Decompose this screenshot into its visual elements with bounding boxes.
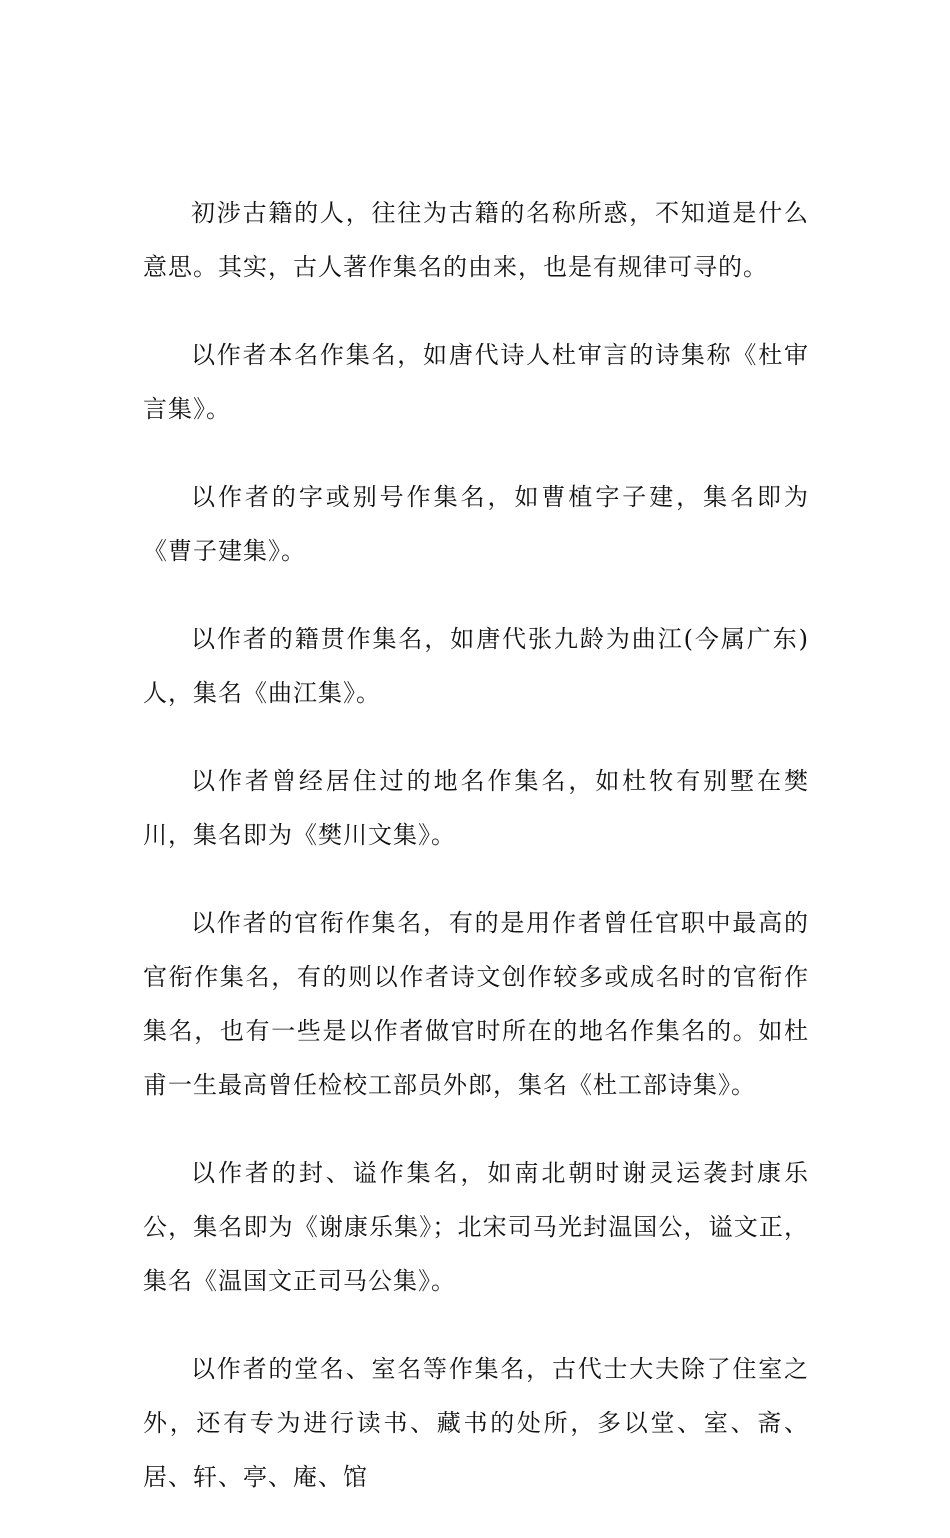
paragraph-intro: 初涉古籍的人，往往为古籍的名称所惑，不知道是什么意思。其实，古人著作集名的由来，也是有规律可寻的。 [143, 199, 809, 281]
paragraph-author-name: 以作者本名作集名，如唐代诗人杜审言的诗集称《杜审言集》。 [143, 341, 809, 423]
paragraph-courtesy-name: 以作者的字或别号作集名，如曹植字子建，集名即为《曹子建集》。 [143, 483, 809, 565]
paragraph-residence: 以作者曾经居住过的地名作集名，如杜牧有别墅在樊川，集名即为《樊川文集》。 [143, 767, 809, 849]
paragraph-studio-name: 以作者的堂名、室名等作集名，古代士大夫除了住室之外，还有专为进行读书、藏书的处所，多以堂、室、斋、居、轩、亭、庵、馆 [143, 1355, 809, 1491]
paragraph-title-posthumous: 以作者的封、谥作集名，如南北朝时谢灵运袭封康乐公，集名即为《谢康乐集》；北宋司马光封温国公，谥文正，集名《温国文正司马公集》。 [143, 1159, 809, 1295]
paragraph-native-place: 以作者的籍贯作集名，如唐代张九龄为曲江(今属广东)人，集名《曲江集》。 [143, 625, 809, 707]
paragraph-official-title: 以作者的官衔作集名，有的是用作者曾任官职中最高的官衔作集名，有的则以作者诗文创作较多或成名时的官衔作集名，也有一些是以作者做官时所在的地名作集名的。如杜甫一生最高曾任检校工部员外郎，集名《杜工部诗集》。 [143, 909, 809, 1099]
document-body [143, 186, 809, 1538]
